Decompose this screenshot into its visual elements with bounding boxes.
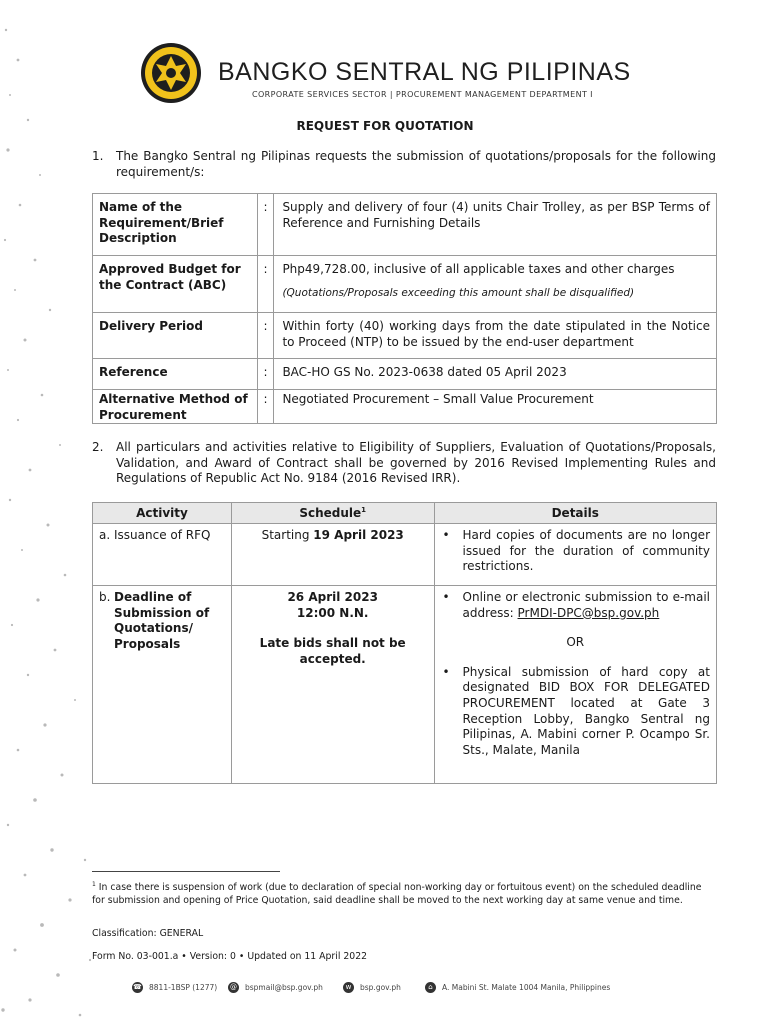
abc-note: (Quotations/Proposals exceeding this amount shall be disqualified) (282, 286, 635, 299)
activity-deadline-label: Deadline of Submission of Quotations/ Proposals (114, 590, 210, 651)
requirements-table (92, 193, 717, 424)
paragraph-text: The Bangko Sentral ng Pilipinas requests the submission of quotations/proposals for the following requirement/s: (116, 149, 716, 179)
delivery-period-label: Delivery Period (93, 313, 258, 359)
paragraph-1 (92, 149, 716, 183)
detail-bullet-online (441, 590, 710, 621)
bsp-seal-logo (140, 42, 202, 104)
organization-subtitle: CORPORATE SERVICES SECTOR | PROCUREMENT MANAGEMENT DEPARTMENT I (252, 90, 593, 99)
detail-bullet-physical: • Physical submission of hard copy at designated BID BOX FOR DELEGATED PROCUREMENT located at Gate 3 Reception Lobby, Bangko Sentral ng Pilipinas, A. Mabini corner P. Ocampo Sr. Sts., Malate, Manila (441, 665, 710, 759)
late-bids-note: Late bids shall not be accepted. (259, 636, 406, 666)
paragraph-number: 1. (92, 149, 104, 163)
schedule-date: 19 April 2023 (313, 528, 404, 542)
organization-name: BANGKO SENTRAL NG PILIPINAS (218, 58, 631, 86)
schedule-header-text: Schedule (299, 506, 362, 520)
schedule-issuance (231, 524, 434, 586)
phone-icon: ☎ (133, 983, 142, 991)
details-issuance (434, 524, 716, 586)
abc-value: Php49,728.00, inclusive of all applicable taxes and other charges (282, 262, 675, 276)
submission-email-link[interactable]: PrMDI-DPC@bsp.gov.ph (517, 605, 660, 620)
table-row (93, 194, 717, 256)
table-header-row (93, 503, 717, 524)
colon: : (257, 194, 274, 256)
table-row (93, 313, 717, 359)
abc-cell (274, 256, 717, 313)
activity-deadline (93, 586, 232, 784)
deadline-date: 26 April 2023 (287, 590, 378, 604)
classification-label: Classification: GENERAL (92, 928, 204, 939)
footnote (92, 879, 716, 907)
activity-letter: b. (99, 590, 111, 604)
contact-phone (132, 982, 217, 993)
colon: : (257, 390, 274, 424)
table-row (93, 586, 717, 784)
requirement-name-label: Name of the Requirement/Brief Description (93, 194, 258, 256)
colon: : (257, 256, 274, 313)
details-header: Details (434, 503, 716, 524)
email-icon: @ (230, 983, 237, 991)
activity-header: Activity (93, 503, 232, 524)
reference-label: Reference (93, 359, 258, 390)
schedule-deadline (231, 586, 434, 784)
activity-issuance: a. Issuance of RFQ (93, 524, 232, 586)
web-icon: w (343, 982, 354, 993)
table-row (93, 524, 717, 586)
details-deadline (434, 586, 716, 784)
online-submission-text: Online or electronic submission to e-mail address: (462, 590, 710, 620)
form-number: Form No. 03-001.a • Version: 0 • Updated on 11 April 2022 (92, 951, 368, 962)
schedule-table (92, 502, 717, 784)
contact-text: 8811-1BSP (1277) (149, 983, 218, 992)
delivery-period-value: Within forty (40) working days from the date stipulated in the Notice to Proceed (NTP) to be issued by the end-user department (274, 313, 717, 359)
contact-text[interactable]: bsp.gov.ph (360, 983, 401, 992)
contact-web (343, 982, 401, 993)
or-separator: OR (566, 635, 585, 650)
schedule-prefix: Starting (261, 528, 314, 542)
location-icon: ⌂ (425, 982, 436, 993)
deadline-time: 12:00 N.N. (296, 605, 369, 620)
reference-value: BAC-HO GS No. 2023-0638 dated 05 April 2023 (274, 359, 717, 390)
table-row (93, 256, 717, 313)
document-title: REQUEST FOR QUOTATION (296, 119, 474, 133)
table-row (93, 390, 717, 424)
activity-deadline-text (99, 590, 225, 652)
procurement-method-label: Alternative Method of Procurement (93, 390, 258, 424)
contact-text[interactable]: bspmail@bsp.gov.ph (245, 983, 323, 992)
requirement-name-value: Supply and delivery of four (4) units Chair Trolley, as per BSP Terms of Reference and Furnishing Details (274, 194, 717, 256)
abc-label: Approved Budget for the Contract (ABC) (93, 256, 258, 313)
paragraph-2 (92, 440, 716, 488)
table-row (93, 359, 717, 390)
footnote-text: In case there is suspension of work (due to declaration of special non-working day or fortuitous event) on the scheduled deadline for submission and opening of Price Quotation, said deadline shall be moved to the next working day at same venue and time. (92, 882, 702, 906)
schedule-header (231, 503, 434, 524)
paragraph-number: 2. (92, 440, 104, 454)
contact-email (228, 982, 323, 993)
detail-bullet: • Hard copies of documents are no longer issued for the duration of community restrictions. (441, 528, 710, 575)
procurement-method-value: Negotiated Procurement – Small Value Procurement (274, 390, 717, 424)
contact-text: A. Mabini St. Malate 1004 Manila, Philippines (442, 983, 611, 992)
paragraph-text: All particulars and activities relative to Eligibility of Suppliers, Evaluation of Quotations/Proposals, Validation, and Award of Contract shall be governed by 2016 Revised Implementing Rules and Regulations of Republic Act No. 9184 (2016 Revised IRR). (116, 440, 716, 486)
footnote-divider (92, 871, 280, 872)
colon: : (257, 359, 274, 390)
colon: : (257, 313, 274, 359)
footnote-marker: 1 (361, 506, 367, 514)
contact-address (425, 982, 610, 993)
footnote-number: 1 (92, 881, 96, 888)
